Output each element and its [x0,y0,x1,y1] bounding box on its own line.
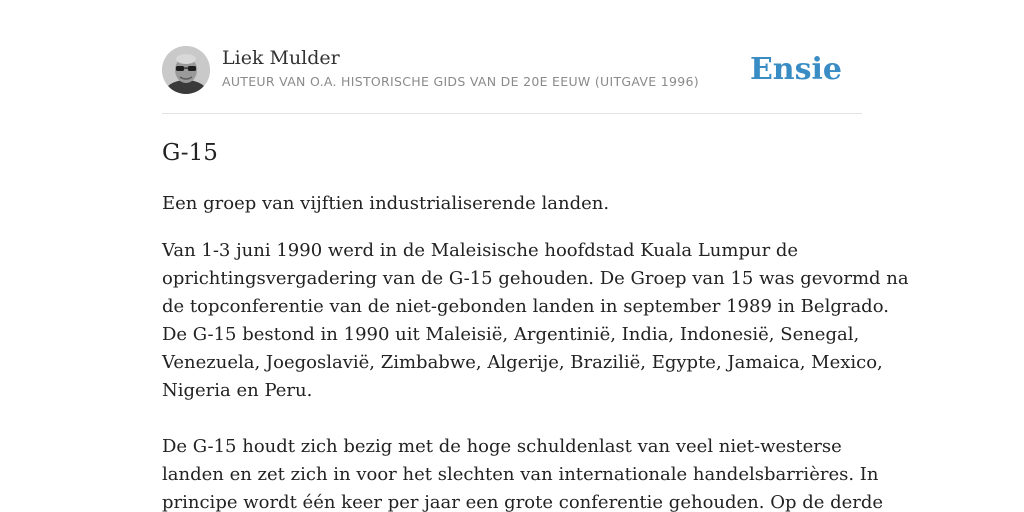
article-paragraph-2 [162,433,884,512]
article-paragraph-1 [162,237,909,405]
paragraph-line: Venezuela, Joegoslavië, Zimbabwe, Algerije, Brazilië, Egypte, Jamaica, Mexico, [162,352,883,373]
author-avatar[interactable] [162,46,210,94]
paragraph-line: oprichtingsvergadering van de G-15 gehouden. De Groep van 15 was gevormd na [162,268,909,289]
paragraph-line: De G-15 bestond in 1990 uit Maleisië, Argentinië, India, Indonesië, Senegal, [162,324,860,345]
page-title: G-15 [162,140,218,166]
brand-logo[interactable]: Ensie [749,52,842,87]
paragraph-line: De G-15 houdt zich bezig met de hoge schuldenlast van veel niet-westerse [162,436,842,457]
paragraph-line: de topconferentie van de niet-gebonden landen in september 1989 in Belgrado. [162,296,889,317]
paragraph-line: landen en zet zich in voor het slechten van internationale handelsbarrières. In [162,464,879,485]
author-description: AUTEUR VAN O.A. HISTORISCHE GIDS VAN DE 20E EEUW (UITGAVE 1996) [222,74,699,89]
author-name[interactable]: Liek Mulder [222,47,340,69]
paragraph-line: principe wordt één keer per jaar een grote conferentie gehouden. Op de derde [162,492,884,512]
paragraph-line: Van 1-3 juni 1990 werd in de Maleisische hoofdstad Kuala Lumpur de [162,240,799,261]
header-divider [162,113,862,114]
article-header [162,46,862,98]
paragraph-line: Nigeria en Peru. [162,380,313,401]
article-content [162,190,909,512]
author-photo-icon [162,46,210,94]
article-summary: Een groep van vijftien industrialiserende landen. [162,193,610,214]
